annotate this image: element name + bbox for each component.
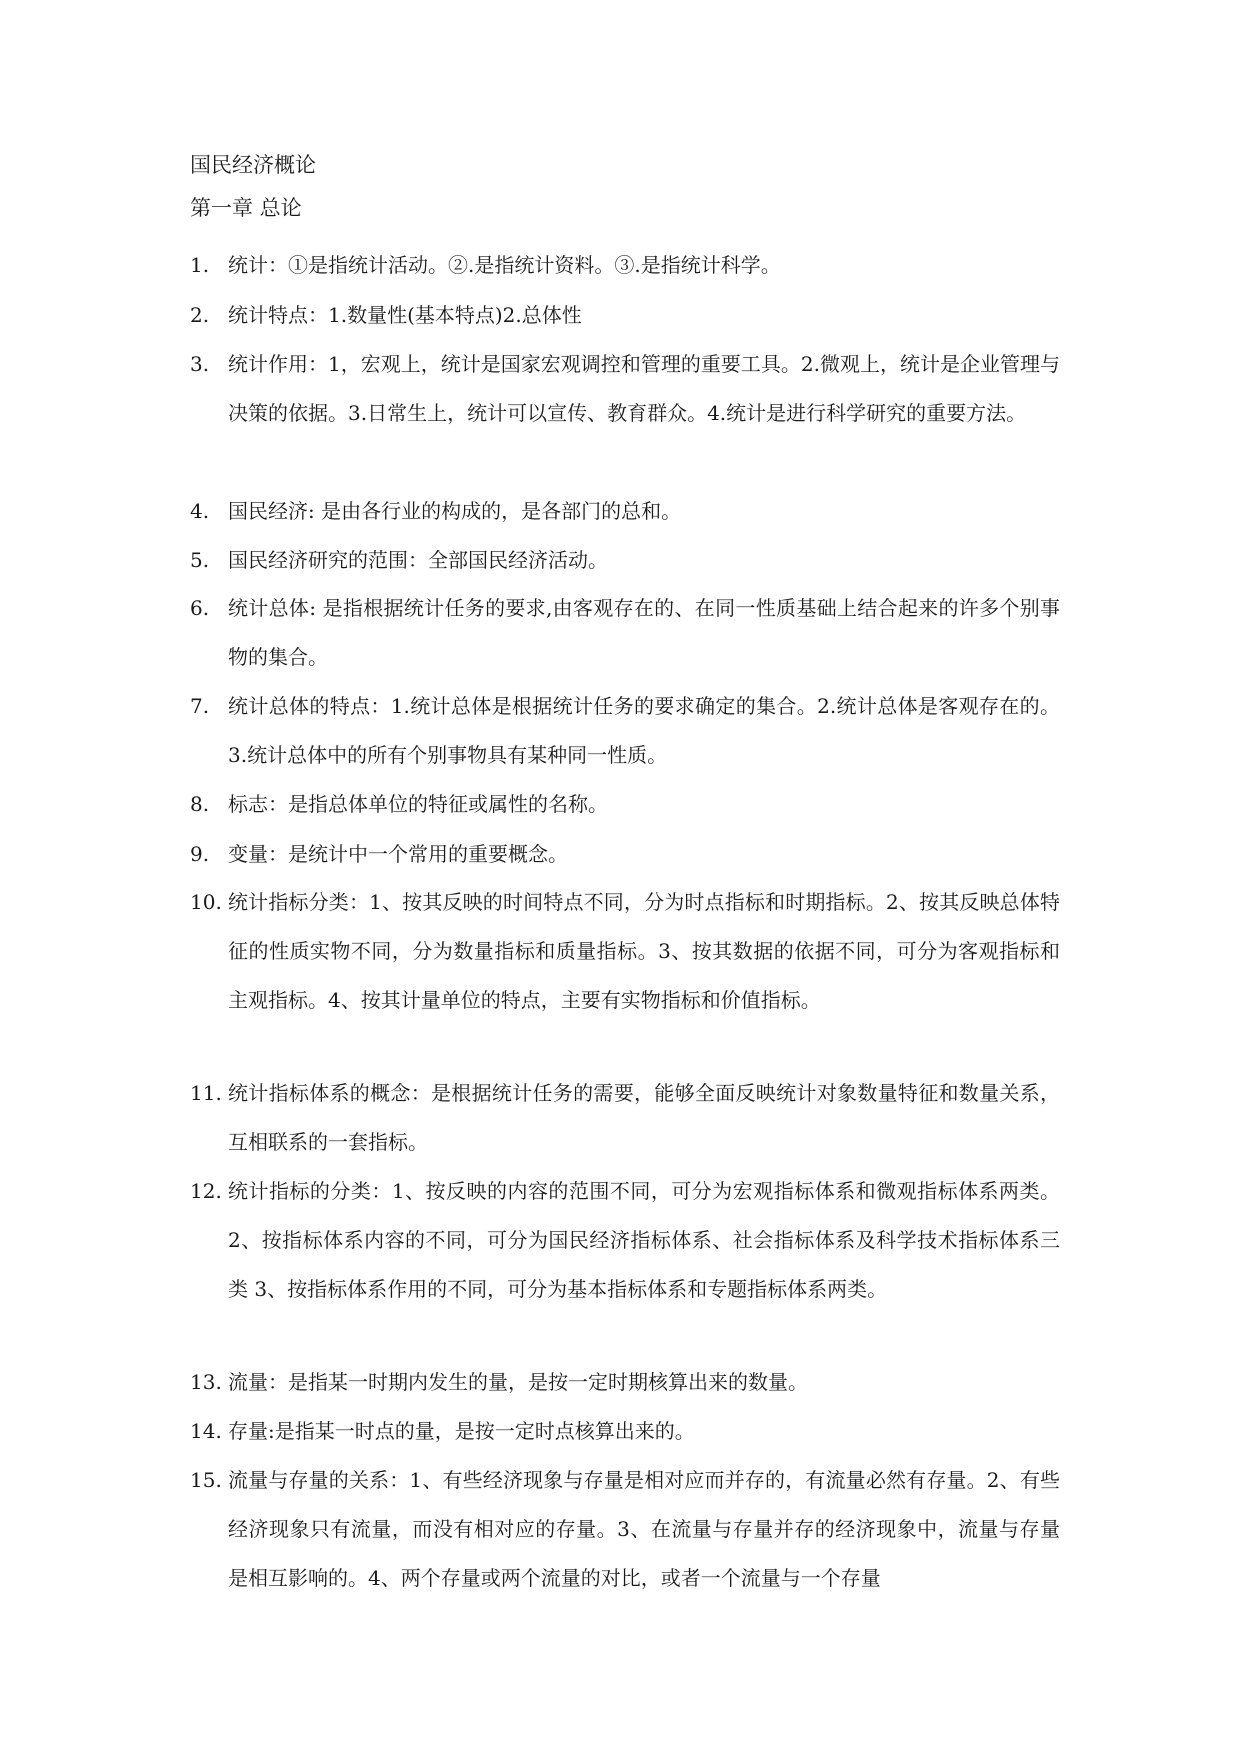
item-text: 统计指标分类：1、按其反映的时间特点不同，分为时点指标和时期指标。2、按其反映总体特征的性质实物不同，分为数量指标和质量指标。3、按其数据的依据不同，可分为客观指标和主观指标。4、按其计量单位的特点，主要有实物指标和价值指标。 — [228, 890, 1060, 1012]
list-item — [190, 536, 1060, 585]
item-number: 7. — [190, 694, 210, 718]
list-item — [190, 1167, 1060, 1314]
item-text: 统计特点：1.数量性(基本特点)2.总体性 — [228, 303, 582, 327]
item-number: 5. — [190, 548, 210, 572]
list-item — [190, 878, 1060, 1025]
item-text: 存量:是指某一时点的量，是按一定时点核算出来的。 — [228, 1419, 695, 1443]
item-number: 3. — [190, 352, 210, 376]
item-text: 统计总体: 是指根据统计任务的要求,由客观存在的、在同一性质基础上结合起来的许多个别事物的集合。 — [228, 596, 1060, 669]
list-item — [190, 1069, 1060, 1167]
list-item — [190, 340, 1060, 438]
list-item — [190, 1456, 1060, 1603]
item-text: 统计指标的分类：1、按反映的内容的范围不同，可分为宏观指标体系和微观指标体系两类。2、按指标体系内容的不同，可分为国民经济指标体系、社会指标体系及科学技术指标体系三类 3、按指标体系作用的不同，可分为基本指标体系和专题指标体系两类。 — [228, 1179, 1060, 1301]
list-item — [190, 241, 1060, 290]
item-number: 14. — [190, 1419, 222, 1443]
item-text: 统计指标体系的概念：是根据统计任务的需要，能够全面反映统计对象数量特征和数量关系，互相联系的一套指标。 — [228, 1081, 1060, 1154]
item-text: 变量：是统计中一个常用的重要概念。 — [228, 842, 568, 866]
item-number: 8. — [190, 792, 210, 816]
list-item — [190, 830, 1060, 879]
item-number: 4. — [190, 499, 210, 523]
item-number: 1. — [190, 253, 210, 277]
item-text: 统计总体的特点：1.统计总体是根据统计任务的要求确定的集合。2.统计总体是客观存在的。3.统计总体中的所有个别事物具有某种同一性质。 — [228, 694, 1060, 767]
list-item — [190, 682, 1060, 780]
list-item — [190, 1358, 1060, 1407]
item-number: 12. — [190, 1179, 222, 1203]
item-text: 统计：①是指统计活动。②.是指统计资料。③.是指统计科学。 — [228, 253, 781, 277]
chapter-heading: 第一章 总论 — [190, 196, 302, 220]
item-number: 15. — [190, 1468, 222, 1492]
item-text: 国民经济研究的范围：全部国民经济活动。 — [228, 548, 608, 572]
list-item — [190, 1407, 1060, 1456]
item-number: 9. — [190, 842, 210, 866]
list-item — [190, 780, 1060, 829]
item-text: 流量：是指某一时期内发生的量，是按一定时期核算出来的数量。 — [228, 1370, 808, 1394]
list-item — [190, 584, 1060, 682]
item-number: 10. — [190, 890, 222, 914]
item-text: 标志：是指总体单位的特征或属性的名称。 — [228, 792, 608, 816]
document-title: 国民经济概论 — [190, 153, 316, 177]
list-item — [190, 487, 1060, 536]
list-item — [190, 291, 1060, 340]
item-number: 6. — [190, 596, 210, 620]
item-text: 国民经济: 是由各行业的构成的，是各部门的总和。 — [228, 499, 682, 523]
item-text: 统计作用：1，宏观上，统计是国家宏观调控和管理的重要工具。2.微观上，统计是企业管理与决策的依据。3.日常生上，统计可以宣传、教育群众。4.统计是进行科学研究的重要方法。 — [228, 352, 1060, 425]
item-number: 2. — [190, 303, 210, 327]
item-text: 流量与存量的关系：1、有些经济现象与存量是相对应而并存的，有流量必然有存量。2、有些经济现象只有流量，而没有相对应的存量。3、在流量与存量并存的经济现象中，流量与存量是相互影响的。4、两个存量或两个流量的对比，或者一个流量与一个存量 — [228, 1468, 1060, 1590]
item-number: 13. — [190, 1370, 222, 1394]
item-number: 11. — [190, 1081, 222, 1105]
